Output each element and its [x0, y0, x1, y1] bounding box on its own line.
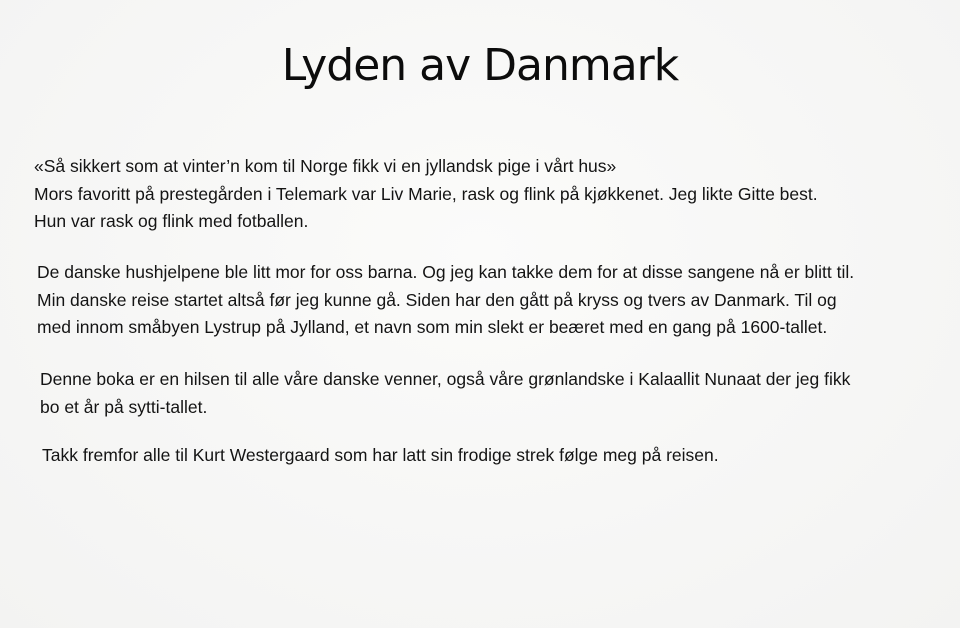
page-title: Lyden av Danmark [281, 40, 679, 91]
paragraph-4-line-1: Takk fremfor alle til Kurt Westergaard som har latt sin frodige strek følge meg på reisen. [42, 445, 719, 465]
paragraph-2-line-2: Min danske reise startet altså før jeg kunne gå. Siden har den gått på kryss og tvers av Danmark. Til og [37, 290, 837, 310]
paragraph-3-line-1: Denne boka er en hilsen til alle våre danske venner, også våre grønlandske i Kalaallit Nunaat der jeg fikk [40, 369, 851, 389]
paragraph-2-line-3: med innom småbyen Lystrup på Jylland, et navn som min slekt er beæret med en gang på 1600-tallet. [37, 317, 828, 337]
paragraph-1-line-2: Mors favoritt på prestegården i Telemark var Liv Marie, rask og flink på kjøkkenet. Jeg likte Gitte best. [34, 184, 818, 204]
paragraph-1-line-1: «Så sikkert som at vinter’n kom til Norge fikk vi en jyllandsk pige i vårt hus» [34, 156, 617, 176]
paragraph-3-line-2: bo et år på sytti-tallet. [40, 397, 208, 417]
paragraph-1-line-3: Hun var rask og flink med fotballen. [34, 211, 309, 231]
paragraph-2-line-1: De danske hushjelpene ble litt mor for oss barna. Og jeg kan takke dem for at disse sangene nå er blitt til. [37, 262, 855, 282]
